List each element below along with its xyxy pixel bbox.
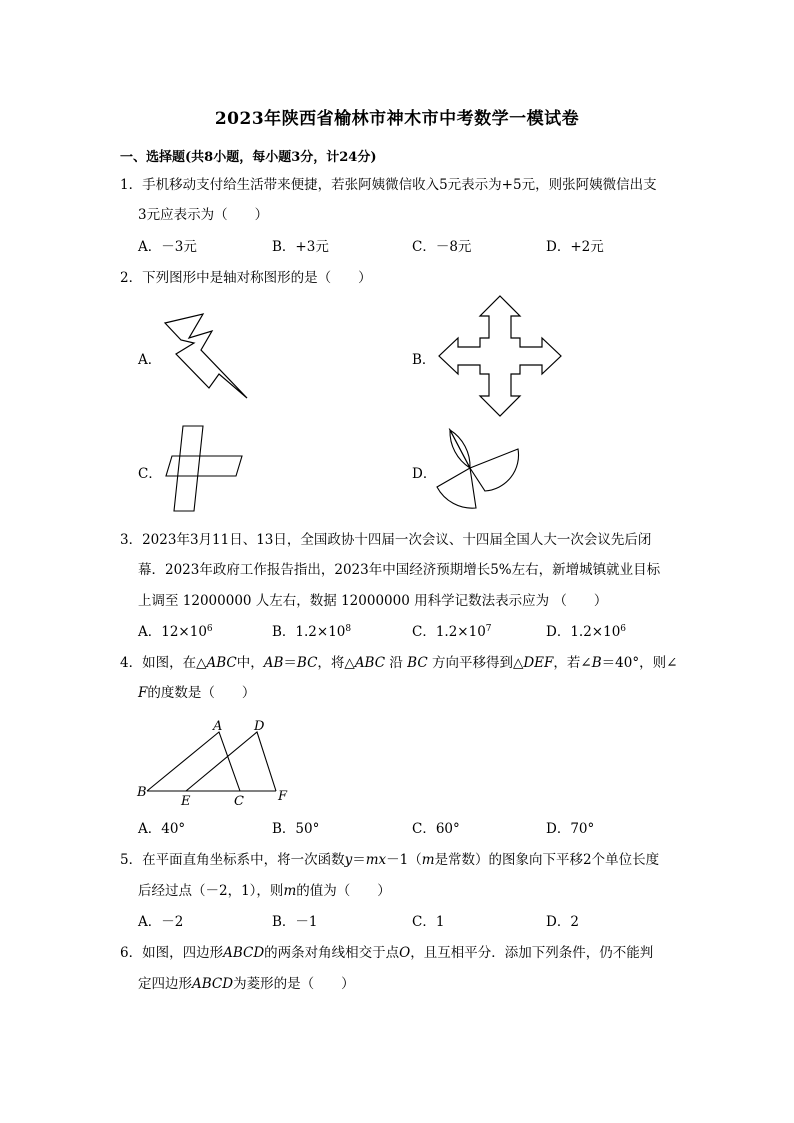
- q5-stem-line1: 5．在平面直角坐标系中，将一次函数y＝mx－1（m是常数）的图象向下平移2个单位长度: [120, 852, 660, 868]
- q2-option-c-label: C．: [138, 466, 162, 482]
- q4-option-a: A．40°: [138, 821, 186, 837]
- q1-stem-line2: 3元应表示为（ ）: [138, 207, 269, 223]
- q5-option-d: D．2: [546, 914, 579, 930]
- vertex-label-d: D: [254, 719, 265, 734]
- q3-option-b: B．$1.2\times 10^8$: [272, 624, 352, 640]
- exam-title: 2023年陕西省榆林市神木市中考数学一模试卷: [214, 109, 580, 129]
- q3-stem-line2: 幕．2023年政府工作报告指出，2023年中国经济预期增长5%左右，新增城镇就业目标: [138, 562, 661, 578]
- q1-option-b: B．+3元: [272, 239, 329, 255]
- q2-option-d-label: D．: [412, 466, 437, 482]
- q2-stem: 2．下列图形中是轴对称图形的是（ ）: [120, 270, 372, 286]
- q6-stem-line1: 6．如图，四边形ABCD的两条对角线相交于点O，且互相平分．添加下列条件，仍不能判: [120, 945, 654, 961]
- q3-option-c: C．$1.2\times 10^7$: [412, 624, 492, 640]
- q4-stem-line2: F的度数是（ ）: [138, 685, 256, 701]
- vertex-label-e: E: [181, 794, 191, 809]
- q3-stem-line1: 3．2023年3月11日、13日，全国政协十四届一次会议、十四届全国人大一次会议先后闭: [120, 532, 652, 548]
- vertex-label-f: F: [278, 789, 288, 804]
- vertex-label-c: C: [234, 794, 244, 809]
- q4-stem-line1: 4．如图，在△ABC中，AB＝BC，将△ABC 沿 BC 方向平移得到△DEF，若∠B＝40°，则∠: [120, 655, 678, 671]
- q1-option-a: A．－3元: [138, 239, 197, 255]
- q1-option-c: C．－8元: [412, 239, 472, 255]
- q5-option-b: B．－1: [272, 914, 318, 930]
- q4-option-d: D．70°: [546, 821, 595, 837]
- q4-option-b: B．50°: [272, 821, 320, 837]
- vertex-label-a: A: [213, 719, 223, 734]
- q1-stem-line1: 1．手机移动支付给生活带来便捷，若张阿姨微信收入5元表示为+5元，则张阿姨微信出支: [120, 177, 657, 193]
- q3-option-d: D．$1.2\times 10^6$: [546, 624, 627, 640]
- q6-stem-line2: 定四边形ABCD为菱形的是（ ）: [138, 976, 355, 992]
- section-heading-choice: 一、选择题(共8小题，每小题3分，计24分): [120, 150, 377, 165]
- vertex-label-b: B: [137, 785, 147, 800]
- q3-stem-line3: 上调至 12000000 人左右，数据 12000000 用科学记数法表示应为 （ ）: [138, 593, 608, 609]
- q5-stem-line2: 后经过点（－2，1），则m的值为（ ）: [138, 883, 391, 899]
- q3-option-a: A．$12\times 10^6$: [138, 624, 213, 640]
- q2-option-a-label: A．: [138, 352, 162, 368]
- q5-option-a: A．－2: [138, 914, 184, 930]
- q5-option-c: C．1: [412, 914, 445, 930]
- q1-option-d: D．+2元: [546, 239, 604, 255]
- q2-option-b-label: B．: [412, 352, 436, 368]
- q4-option-c: C．60°: [412, 821, 460, 837]
